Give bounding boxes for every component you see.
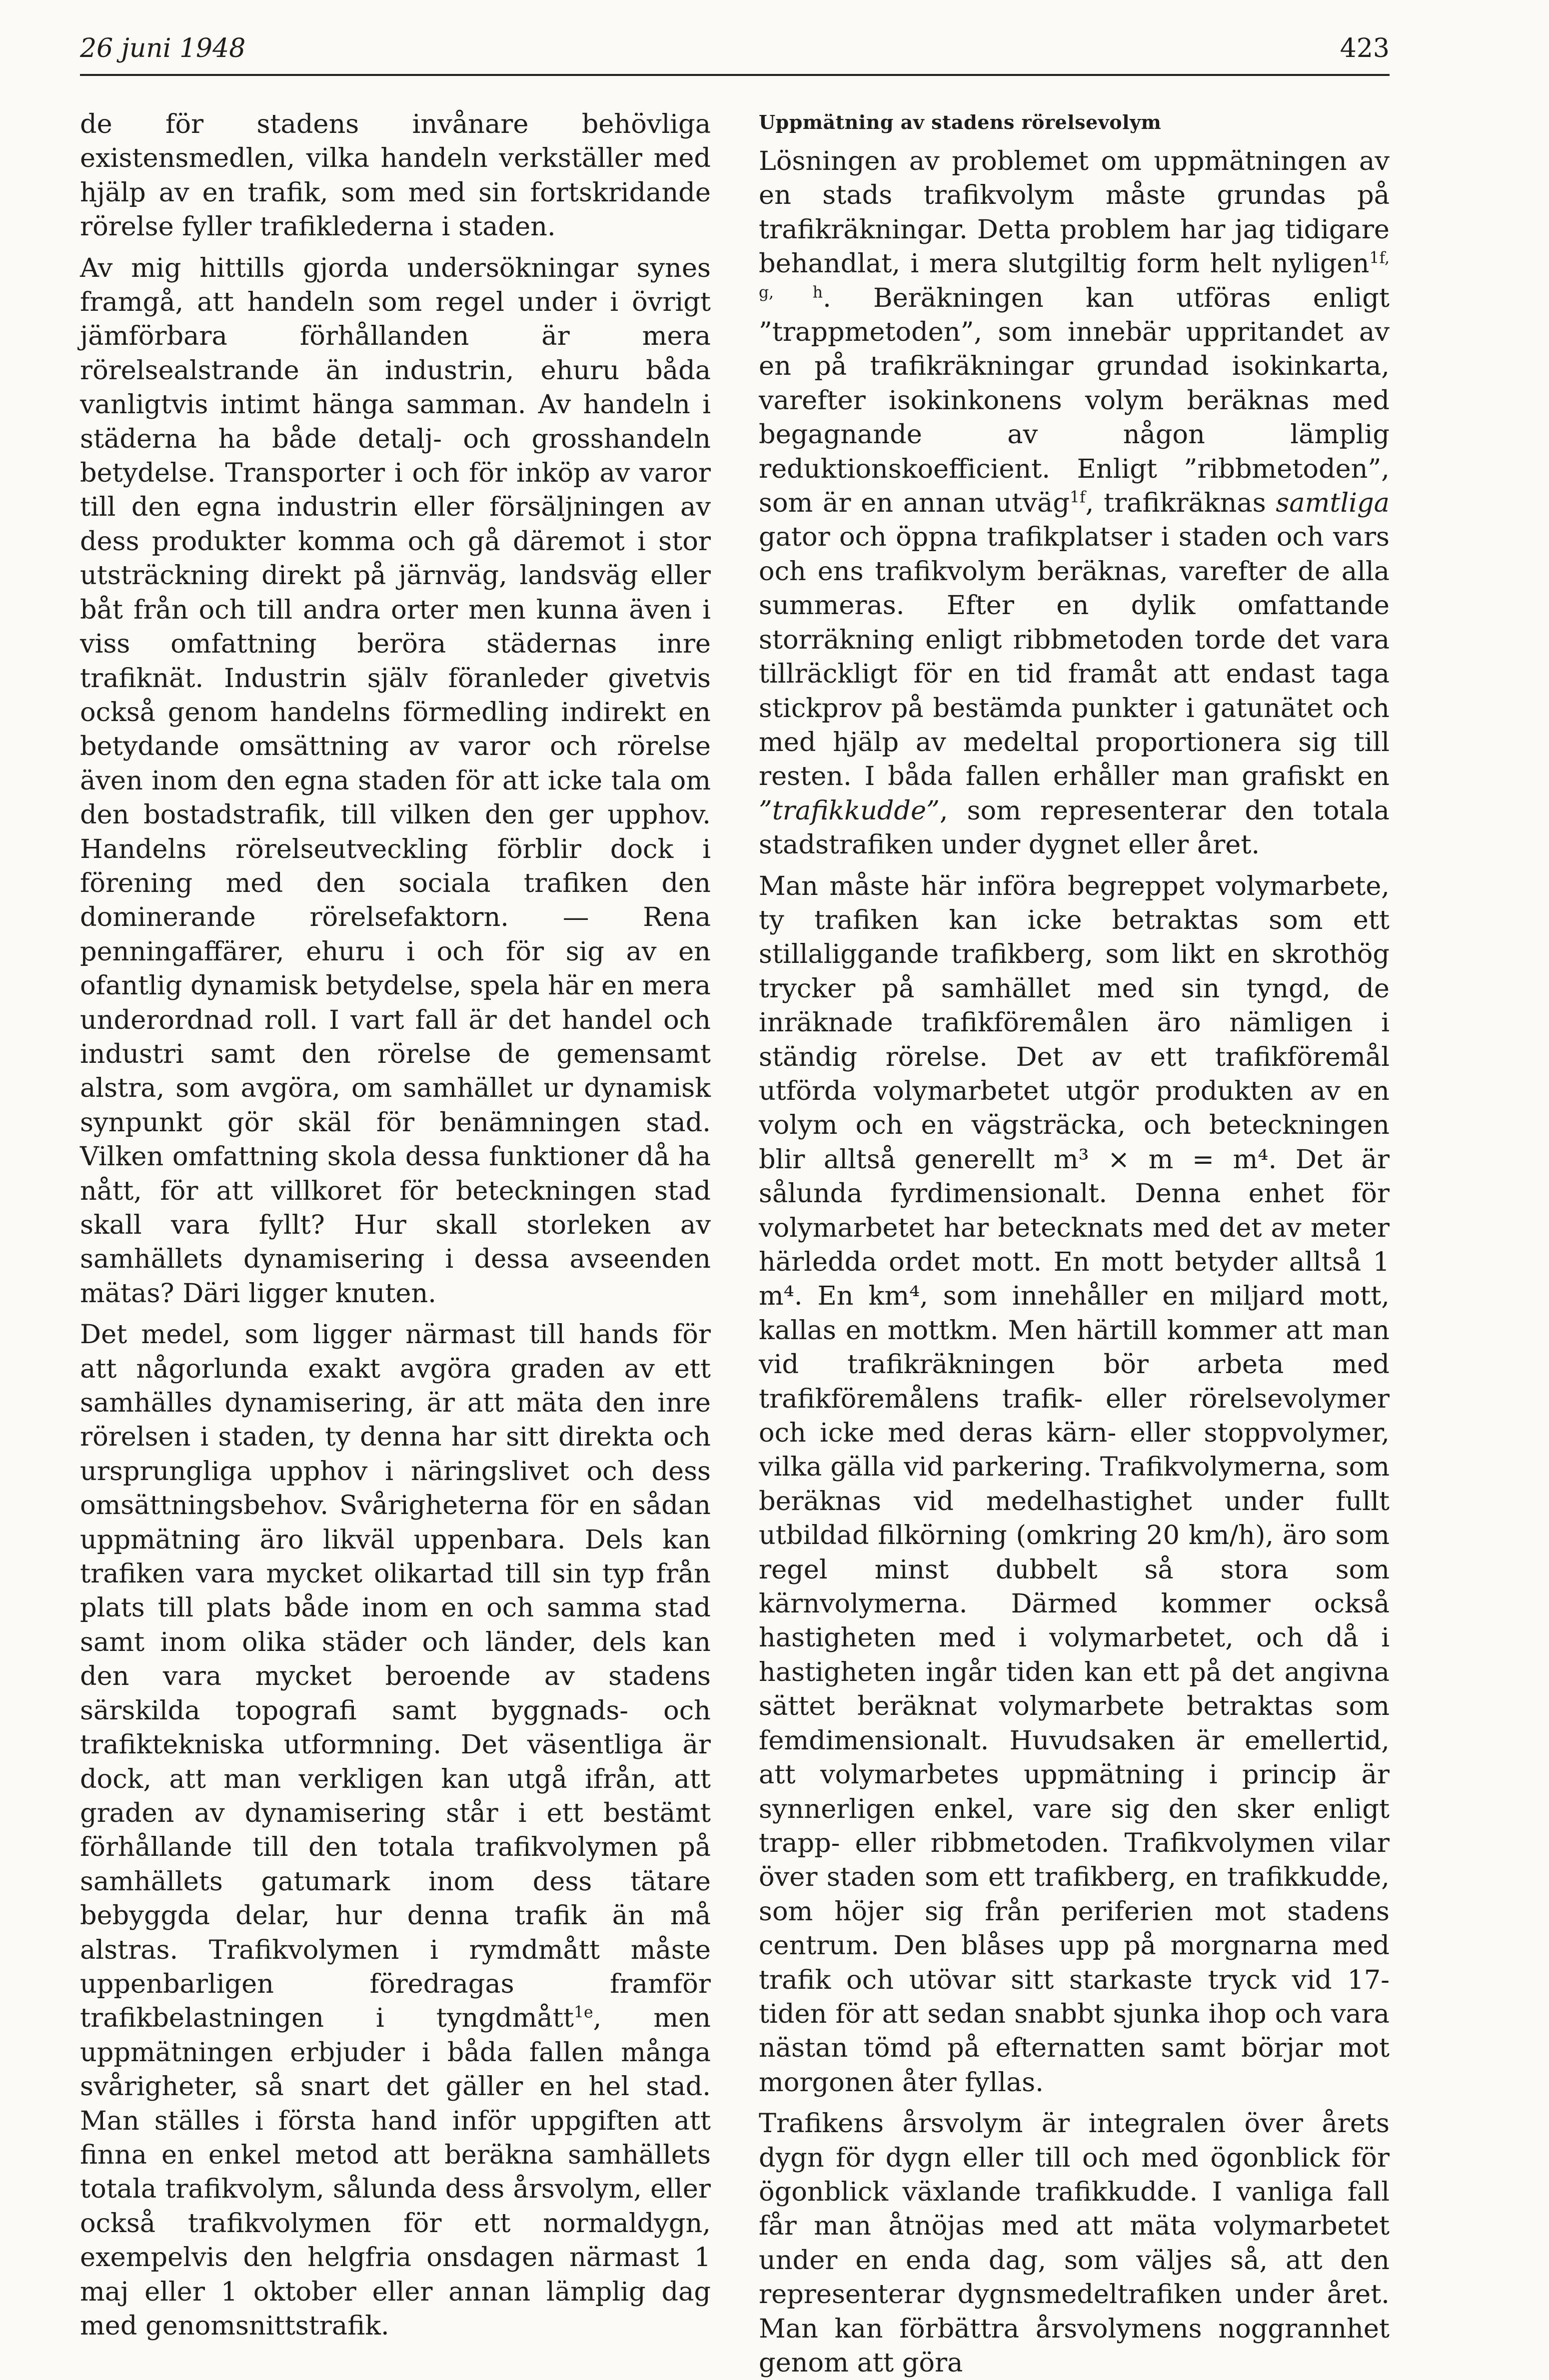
right-column: [759, 107, 1390, 2378]
header-rule: [80, 74, 1390, 76]
right-paragraph-1-text-c: , trafikräknas: [1085, 488, 1276, 519]
right-paragraph-1-text-e: , som representerar den totala stadstrafiken under dygnet eller året.: [759, 795, 1390, 860]
right-paragraph-2-text-b: . Det är sålunda fyrdimensionalt. Denna enhet för volymarbetet har betecknats med det av meter härledda ordet mott. En mott betyder alltså 1 m⁴. En km⁴, som innehåller en miljard mott, kallas en mottkm. Men härtill kommer att man vid trafikräkningen bör arbeta med trafikföremålens trafik- eller rörelsevolymer och icke med deras kärn- eller stoppvolymer, vilka gälla vid parkering. Trafikvolymerna, som beräknas vid medelhastighet under fullt utbildad filkörning (omkring 20 km/h), äro som regel minst dubbelt så stora som kärnvolymerna. Därmed kommer också hastigheten med i volymarbetet, och då i hastigheten ingår tiden kan ett på det angivna sättet beräknat volymarbete betraktas som femdimensionalt. Huvudsaken är emellertid, att volymarbetes uppmätning i princip är synnerligen enkel, vare sig den sker enligt trapp- eller ribbmetoden. Trafikvolymen vilar över staden som ett trafikberg, en trafikkudde, som höjer sig från periferien mot stadens centrum. Den blåses upp på morgnarna med trafik och utövar sitt starkaste tryck vid 17-tiden för att sedan snabbt sjunka ihop och vara nästan tömd på efternatten samt börjar mot morgonen åter fyllas.: [759, 1144, 1390, 2098]
emphasis-trafikkudde: ”trafikkudde”: [759, 795, 940, 826]
right-paragraph-3: Trafikens årsvolym är integralen över årets dygn för dygn eller till och med ögonblick för ögonblick växlande trafikkudde. I vanliga fall får man åtnöjas med att mäta volymarbetet under en enda dag, som väljes så, att den representerar dygnsmedeltrafiken under året. Man kan förbättra årsvolymens noggrannhet genom att göra: [759, 2108, 1390, 2378]
footnote-ref: 1f, g, h: [759, 249, 1390, 302]
page-number: 423: [1340, 33, 1390, 63]
right-paragraph-1-text-d: gator och öppna trafikplatser i staden och vars och ens trafikvolym beräknas, varefter de alla summeras. Efter en dylik omfattande storräkning enligt ribbmetoden torde det vara tillräckligt för en tid framåt att endast taga stickprov på bestämda punkter i gatunätet och med hjälp av medeltal proportionera sig till resten. I båda fallen erhåller man grafiskt en: [759, 522, 1390, 792]
left-column: [80, 107, 711, 2341]
left-paragraph-2: Av mig hittills gjorda undersökningar synes framgå, att handeln som regel under i övrigt jämförbara förhållanden är mera rörelsealstrande än industrin, ehuru båda vanligtvis intimt hänga samman. Av handeln i städerna ha både detalj- och grosshandeln betydelse. Transporter i och för inköp av varor till den egna industrin eller försäljningen av dess produkter komma och gå däremot i stor utsträckning direkt på järnväg, landsväg eller båt från och till andra orter men kunna även i viss omfattning beröra städernas inre trafiknät. Industrin själv föranleder givetvis också genom handelns förmedling indirekt en betydande omsättning av varor och rörelse även inom den egna staden för att icke tala om den bostadstrafik, till vilken den ger upphov. Handelns rörelseutveckling förblir dock i förening med den sociala trafiken den dominerande rörelsefaktorn. — Rena penningaffärer, ehuru i och för sig av en ofantlig dynamisk betydelse, spela här en mera underordnad roll. I vart fall är det handel och industri samt den rörelse de gemensamt alstra, som avgöra, om samhället ur dynamisk synpunkt gör skäl för benämningen stad. Vilken omfattning skola dessa funktioner då ha nått, för att villkoret för beteckningen stad skall vara fyllt? Hur skall storleken av samhällets dynamisering i dessa avseenden mätas? Däri ligger knuten.: [80, 252, 711, 1309]
right-paragraph-2: [759, 869, 1390, 2100]
left-paragraph-3-text-a: Det medel, som ligger närmast till hands för att någorlunda exakt avgöra graden av ett samhälles dynamisering, är att mäta den inre rörelsen i staden, ty denna har sitt direkta och ursprungliga upphov i näringslivet och dess omsättningsbehov. Svårigheterna för en sådan uppmätning äro likväl uppenbara. Dels kan trafiken vara mycket olikartad till sin typ från plats till plats både inom en och samma stad samt inom olika städer och länder, dels kan den vara mycket beroende av stadens särskilda topografi samt byggnads- och trafiktekniska utformning. Det väsentliga är dock, att man verkligen kan utgå ifrån, att graden av dynamisering står i ett bestämt förhållande till den totala trafikvolymen på samhällets gatumark inom dess tätare bebyggda delar, hur denna trafik än må alstras. Trafikvolymen i rymdmått måste uppenbarligen föredragas framför trafikbelastningen i tyngdmått: [80, 1319, 711, 2034]
right-paragraph-1: [759, 144, 1390, 862]
left-paragraph-1: de för stadens invånare behövliga existensmedlen, vilka handeln verkställer med hjälp av en trafik, som med sin fortskridande rörelse fyller trafiklederna i staden.: [80, 109, 711, 242]
emphasis-samtliga: samtliga: [1276, 488, 1390, 519]
right-paragraph-1-text-a: Lösningen av problemet om uppmätningen av en stads trafikvolym måste grundas på trafikräkningar. Detta problem har jag tidigare behandlat, i mera slutgiltig form helt nyligen: [759, 146, 1390, 279]
right-paragraph-2-text-a: Man måste här införa begreppet volymarbete, ty trafiken kan icke betraktas som ett stillaliggande trafikberg, som likt en skrothög trycker på samhället med sin tyngd, de inräknade trafikföremålen äro nämligen i ständig rörelse. Det av ett trafikföremål utförda volymarbetet utgör produkten av en volym och en vägsträcka, och beteckningen blir alltså generellt: [759, 870, 1390, 1175]
header-date: 26 juni 1948: [80, 33, 246, 63]
left-paragraph-3-text-b: , men uppmätningen erbjuder i båda fallen många svårigheter, så snart det gäller en hel stad. Man ställes i första hand inför uppgiften att finna en enkel metod att beräkna samhällets totala trafikvolym, sålunda dess årsvolym, eller också trafikvolymen för ett normaldygn, exempelvis den helgfria onsdagen närmast 1 maj eller 1 oktober eller annan lämplig dag med genomsnittstrafik.: [80, 2003, 711, 2341]
right-paragraph-1-text-b: . Beräkningen kan utföras enligt ”trappmetoden”, som innebär uppritandet av en på trafikräkningar grundad isokinkarta, varefter isokinkonens volym beräknas med begagnande av någon lämplig reduktionskoefficient. Enligt ”ribbmetoden”, som är en annan utväg: [759, 282, 1390, 519]
unit-formula: m³ × m = m⁴: [1053, 1144, 1269, 1175]
running-header: [80, 26, 1390, 71]
section-subheading: Uppmätning av stadens rörelsevolym: [759, 111, 1162, 133]
footnote-ref: 1e: [573, 2003, 593, 2022]
left-paragraph-3: [80, 1318, 711, 2343]
footnote-ref: 1f: [1069, 488, 1086, 507]
